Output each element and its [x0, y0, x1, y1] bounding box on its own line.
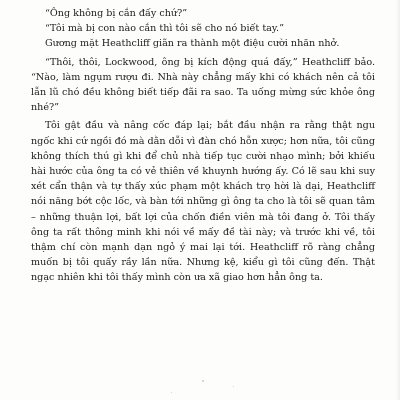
dialogue-line-1: “Ông không bị cắn đấy chứ?” — [45, 8, 188, 19]
narration-line-1: Gương mặt Heathcliff giãn ra thành một điệu cười nhăn nhở. — [45, 38, 340, 50]
paragraph-heathcliff-toast: “Thôi, thôi, Lockwood, ông bị kích động quá đấy,” Heathcliff bảo. “Nào, làm ngụm rượu đi. Nhà này chẳng mấy khi có khách nên cả tôi lẫn lũ chó đều không biết tiếp đãi ra sao. Ta uống mừng sức khỏe ông nhé?” — [31, 56, 375, 114]
page-edge-shadow — [396, 0, 400, 400]
paper-speck — [202, 380, 204, 382]
paragraph-narrator-reflection: Tôi gật đầu và nâng cốc đáp lại; bắt đầu nhận ra rằng thật ngu ngốc khi cứ ngồi đó mà dằn dỗi vì đàn chó hỗn xược; hơn nữa, tôi cũng không thích thú gì khi để chủ nhà tiếp tục cười nhạo mình; bởi khiếu hài hước của ông ta có vẻ thiên về khuynh hướng ấy. Có lẽ sau khi suy xét cẩn thận và tự thấy xúc phạm một khách trọ hời là dại, Heathcliff nói năng bớt cộc lốc, và bàn tới những gì ông ta cho là tôi sẽ quan tâm – những thuận lợi, bất lợi của chốn điền viên mà tôi đang ở. Tôi thấy ông ta rất thông minh khi nói về mấy đề tài này; và trước khi về, tôi thậm chí còn mạnh dạn ngỏ ý mai lại tới. Heathcliff rõ ràng chẳng muốn bị tôi quấy rầy lần nữa. Nhưng kệ, kiểu gì tôi cũng đến. Thật ngạc nhiên khi tôi thấy mình còn ưa xã giao hơn hẳn ông ta. — [31, 120, 375, 284]
paper-speck — [233, 386, 234, 387]
dialogue-line-2: “Tôi mà bị con nào cắn thì tôi sẽ cho nó biết tay.” — [45, 23, 284, 35]
page-text — [31, 6, 375, 286]
paper-speck — [171, 392, 172, 393]
